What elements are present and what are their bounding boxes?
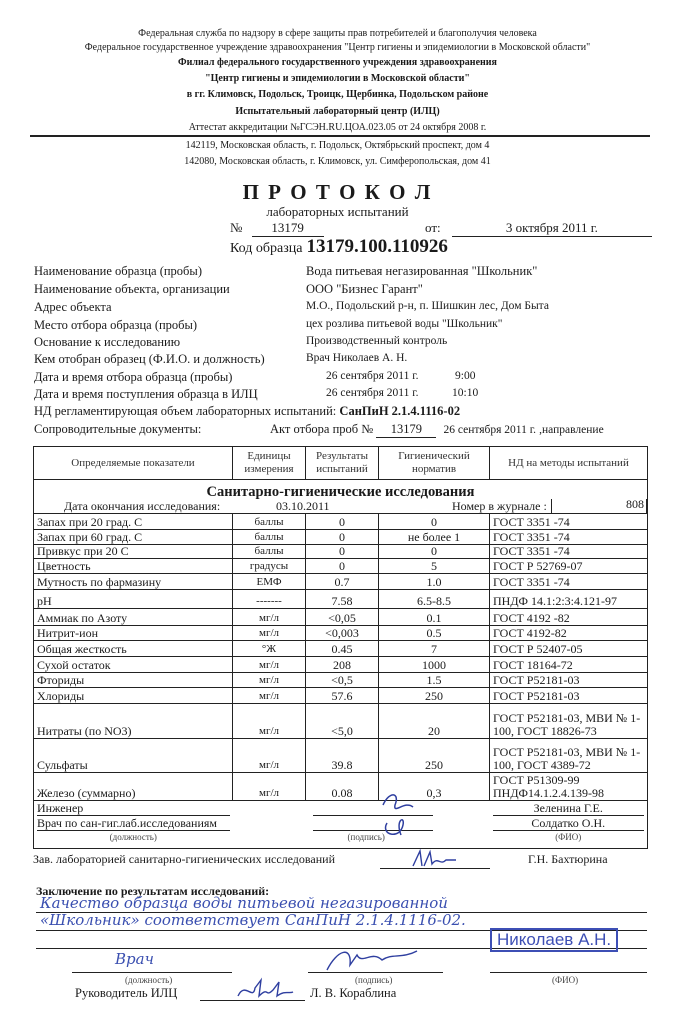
cell-method: ГОСТ Р 52407-05 xyxy=(490,641,648,657)
cell-indicator: Нитраты (по NO3) xyxy=(34,704,233,739)
address-klimovsk: 142080, Московская область, г. Климовск, ул. Симферопольская, дом 41 xyxy=(184,156,491,167)
results-table xyxy=(33,446,648,849)
cell-indicator: Цветность xyxy=(34,559,233,574)
code-value: 13179.100.110926 xyxy=(306,236,448,257)
end-date-label: Дата окончания исследования: xyxy=(64,499,221,513)
cell-method: ГОСТ 3351 -74 xyxy=(490,574,648,590)
caption-signature: (подпись) xyxy=(233,831,490,849)
cell-method: ГОСТ Р51309-99 ПНДФ14.1.2.4.139-98 xyxy=(490,773,648,801)
section-title: Санитарно-гигиенические исследования xyxy=(34,480,648,499)
caption-name: (ФИО) xyxy=(552,975,579,985)
caption-signature: (подпись) xyxy=(355,975,393,985)
field-value: М.О., Подольский р-н, п. Шишкин лес, Дом Быта xyxy=(306,300,549,312)
signature-head-lab xyxy=(410,848,460,870)
cell-indicator: Аммиак по Азоту xyxy=(34,609,233,626)
cell-method: ГОСТ Р52181-03 xyxy=(490,673,648,688)
cell-norm: 0,3 xyxy=(379,773,490,801)
cell-unit: баллы xyxy=(233,514,306,530)
cell-indicator: Сульфаты xyxy=(34,739,233,773)
field-value: Вода питьевая негазированная "Школьник" xyxy=(306,264,538,278)
caption-row xyxy=(34,831,648,849)
cell-norm: 7 xyxy=(379,641,490,657)
field-label: Дата и время поступления образца в ИЛЦ xyxy=(34,387,258,401)
field-label: Дата и время отбора образца (пробы) xyxy=(34,370,233,384)
cell-unit: мг/л xyxy=(233,626,306,641)
cell-method: ГОСТ 3351 -74 xyxy=(490,514,648,530)
signature-director xyxy=(235,976,295,1002)
field-label: Кем отобран образец (Ф.И.О. и должность) xyxy=(34,352,265,366)
protocol-number xyxy=(230,220,324,237)
director-label: Руководитель ИЛЦ xyxy=(75,986,178,1000)
field-time: 9:00 xyxy=(455,370,476,382)
number-label: № xyxy=(230,220,243,235)
column-header: Гигиенический норматив xyxy=(379,447,490,480)
cell-unit: мг/л xyxy=(233,673,306,688)
cell-result: <5,0 xyxy=(306,704,379,739)
cell-result: <0,05 xyxy=(306,609,379,626)
cell-indicator: Хлориды xyxy=(34,688,233,704)
date-value: 3 октября 2011 г. xyxy=(452,220,652,237)
conclusion-handwritten-line1: Качество образца воды питьевой негазированной xyxy=(40,894,448,912)
signer-name: Зеленина Г.Е. xyxy=(493,802,645,816)
cell-indicator: Привкус при 20 С xyxy=(34,545,233,559)
table-row xyxy=(34,609,648,626)
cell-indicator: Общая жесткость xyxy=(34,641,233,657)
journal-label: Номер в журнале : xyxy=(452,499,547,513)
cell-method: ГОСТ Р52181-03 xyxy=(490,688,648,704)
code-label: Код образца xyxy=(230,241,303,256)
cell-norm: не более 1 xyxy=(379,530,490,545)
cell-norm: 1000 xyxy=(379,657,490,673)
cell-norm: 0 xyxy=(379,545,490,559)
field-label: Основание к исследованию xyxy=(34,335,181,349)
sample-code xyxy=(230,236,448,258)
section-row xyxy=(34,480,648,499)
cell-method: ГОСТ 18164-72 xyxy=(490,657,648,673)
field-label: Адрес объекта xyxy=(34,300,112,314)
column-header: НД на методы испытаний xyxy=(490,447,648,480)
header-cities: в гг. Климовск, Подольск, Троицк, Щербинка, Подольском районе xyxy=(186,89,489,100)
cell-unit: мг/л xyxy=(233,657,306,673)
header-agency: Федеральная служба по надзору в сфере защиты прав потребителей и благополучия человека xyxy=(138,28,537,39)
table-row xyxy=(34,688,648,704)
table-row xyxy=(34,514,648,530)
cell-result: 0 xyxy=(306,545,379,559)
table-row xyxy=(34,574,648,590)
cell-indicator: Сухой остаток xyxy=(34,657,233,673)
end-date-row xyxy=(34,499,648,514)
cell-norm: 0.1 xyxy=(379,609,490,626)
address-podolsk: 142119, Московская область, г. Подольск, Октябрьский проспект, дом 4 xyxy=(185,140,490,151)
cell-result: 208 xyxy=(306,657,379,673)
cell-unit: градусы xyxy=(233,559,306,574)
column-header: Результаты испытаний xyxy=(306,447,379,480)
cell-indicator: Мутность по фармазину xyxy=(34,574,233,590)
cell-indicator: Фториды xyxy=(34,673,233,688)
name-stamp: Николаев А.Н. xyxy=(490,928,618,952)
act-date: 26 сентября 2011 г. xyxy=(443,424,537,436)
table-row xyxy=(34,739,648,773)
table-row xyxy=(34,545,648,559)
protocol-date xyxy=(425,220,652,237)
column-header: Определяемые показатели xyxy=(34,447,233,480)
nd-value: СанПиН 2.1.4.1116-02 xyxy=(339,404,461,418)
cell-result: 0.45 xyxy=(306,641,379,657)
caption-name: (ФИО) xyxy=(490,831,648,849)
table-row xyxy=(34,641,648,657)
cell-result: <0,003 xyxy=(306,626,379,641)
field-label: Наименование образца (пробы) xyxy=(34,264,202,278)
table-row xyxy=(34,673,648,688)
signer-row xyxy=(34,801,648,816)
field-label: Место отбора образца (пробы) xyxy=(34,318,198,332)
cell-unit: мг/л xyxy=(233,773,306,801)
nd-label: НД регламентирующая объем лабораторных испытаний: xyxy=(34,404,337,418)
cell-unit: ЕМФ xyxy=(233,574,306,590)
header-divider xyxy=(30,135,650,137)
cell-unit: мг/л xyxy=(233,609,306,626)
cell-result: 0 xyxy=(306,514,379,530)
cell-norm: 20 xyxy=(379,704,490,739)
signature-engineer xyxy=(375,785,425,845)
cell-result: 57.6 xyxy=(306,688,379,704)
signer-name: Солдатко О.Н. xyxy=(493,817,645,831)
cell-result: 0.08 xyxy=(306,773,379,801)
signer-position: Инженер xyxy=(37,802,230,816)
cell-method: ГОСТ Р52181-03, МВИ № 1-100, ГОСТ 4389-72 xyxy=(490,739,648,773)
header-accreditation: Аттестат аккредитации №ГСЭН.RU.ЦОА.023.05 от 24 октября 2008 г. xyxy=(188,122,487,133)
header-branch: Филиал федерального государственного учреждения здравоохранения xyxy=(178,57,497,68)
cell-unit: °Ж xyxy=(233,641,306,657)
field-value: цех розлива питьевой воды "Школьник" xyxy=(306,318,503,330)
field-value: Врач Николаев А. Н. xyxy=(306,352,408,364)
caption-position: (должность) xyxy=(34,831,233,849)
signer-row xyxy=(34,816,648,831)
cell-unit: мг/л xyxy=(233,704,306,739)
cell-unit: мг/л xyxy=(233,688,306,704)
cell-indicator: Запах при 20 град. С xyxy=(34,514,233,530)
cell-result: 0 xyxy=(306,530,379,545)
field-value: 26 сентября 2011 г. xyxy=(326,370,419,382)
cell-norm: 250 xyxy=(379,739,490,773)
cell-indicator: Запах при 60 град. С xyxy=(34,530,233,545)
field-value: 26 сентября 2011 г. xyxy=(326,387,419,399)
field-value: Производственный контроль xyxy=(306,335,448,347)
position-line xyxy=(72,972,232,973)
cell-norm: 0.5 xyxy=(379,626,490,641)
cell-indicator: Железо (суммарно) xyxy=(34,773,233,801)
table-row xyxy=(34,530,648,545)
docs-label: Сопроводительные документы: xyxy=(34,422,202,436)
cell-result: 7.58 xyxy=(306,590,379,609)
act-number: 13179 xyxy=(376,422,436,438)
conclusion-handwritten-line2: «Школьник» соответствует СанПиН 2.1.4.1116-02. xyxy=(40,911,466,929)
date-label: от: xyxy=(425,220,441,235)
signature-conclusion xyxy=(322,945,422,975)
cell-method: ПНДФ 14.1:2:3:4.121-97 xyxy=(490,590,648,609)
nd-regulation xyxy=(34,404,460,419)
cell-method: ГОСТ Р52181-03, МВИ № 1-100, ГОСТ 18826-73 xyxy=(490,704,648,739)
header-institution: Федеральное государственное учреждение здравоохранения "Центр гигиены и эпидемиологии в Московской области" xyxy=(84,42,591,53)
field-label: Наименование объекта, организации xyxy=(34,282,230,296)
position-handwritten: Врач xyxy=(115,950,154,968)
cell-result: 0 xyxy=(306,559,379,574)
header-lab: Испытательный лабораторный центр (ИЛЦ) xyxy=(235,106,440,117)
document-subtitle: лабораторных испытаний xyxy=(266,204,409,219)
field-time: 10:10 xyxy=(452,387,479,399)
field-value: ООО "Бизнес Гарант" xyxy=(306,282,423,296)
cell-method: ГОСТ 3351 -74 xyxy=(490,530,648,545)
cell-unit: баллы xyxy=(233,530,306,545)
cell-result: <0,5 xyxy=(306,673,379,688)
cell-method: ГОСТ 4192 -82 xyxy=(490,609,648,626)
table-row xyxy=(34,657,648,673)
cell-norm: 1.0 xyxy=(379,574,490,590)
table-row xyxy=(34,626,648,641)
cell-norm: 250 xyxy=(379,688,490,704)
conclusion-label: Заключение по результатам исследований: xyxy=(36,884,270,898)
cell-method: ГОСТ 4192-82 xyxy=(490,626,648,641)
cell-method: ГОСТ Р 52769-07 xyxy=(490,559,648,574)
cell-indicator: Нитрит-ион xyxy=(34,626,233,641)
director-name: Л. В. Кораблина xyxy=(310,986,397,1000)
cell-method: ГОСТ 3351 -74 xyxy=(490,545,648,559)
name-line xyxy=(490,972,647,973)
head-lab-label: Зав. лабораторией санитарно-гигиенических исследований xyxy=(33,852,336,866)
table-row xyxy=(34,590,648,609)
table-row xyxy=(34,559,648,574)
cell-result: 0.7 xyxy=(306,574,379,590)
caption-position: (должность) xyxy=(125,975,173,985)
header-center: "Центр гигиены и эпидемиологии в Московской области" xyxy=(205,73,470,84)
table-header-row xyxy=(34,447,648,480)
cell-unit: баллы xyxy=(233,545,306,559)
signer-position: Врач по сан-гиг.лаб.исследованиям xyxy=(37,817,230,831)
cell-norm: 6.5-8.5 xyxy=(379,590,490,609)
cell-norm: 1.5 xyxy=(379,673,490,688)
cell-result: 39.8 xyxy=(306,739,379,773)
cell-norm: 5 xyxy=(379,559,490,574)
table-row xyxy=(34,773,648,801)
cell-norm: 0 xyxy=(379,514,490,530)
table-row xyxy=(34,704,648,739)
document-title: П Р О Т О К О Л xyxy=(242,180,433,204)
number-value: 13179 xyxy=(252,220,324,237)
accompanying-docs xyxy=(270,422,604,438)
column-header: Единицы измерения xyxy=(233,447,306,480)
cell-unit: ------- xyxy=(233,590,306,609)
cell-indicator: pH xyxy=(34,590,233,609)
head-lab-name: Г.Н. Бахтюрина xyxy=(528,852,608,866)
act-label: Акт отбора проб № xyxy=(270,422,374,436)
cell-unit: мг/л xyxy=(233,739,306,773)
act-suffix: ,направление xyxy=(539,424,604,436)
end-date-value: 03.10.2011 xyxy=(276,499,330,513)
journal-number: 808 xyxy=(551,499,647,514)
